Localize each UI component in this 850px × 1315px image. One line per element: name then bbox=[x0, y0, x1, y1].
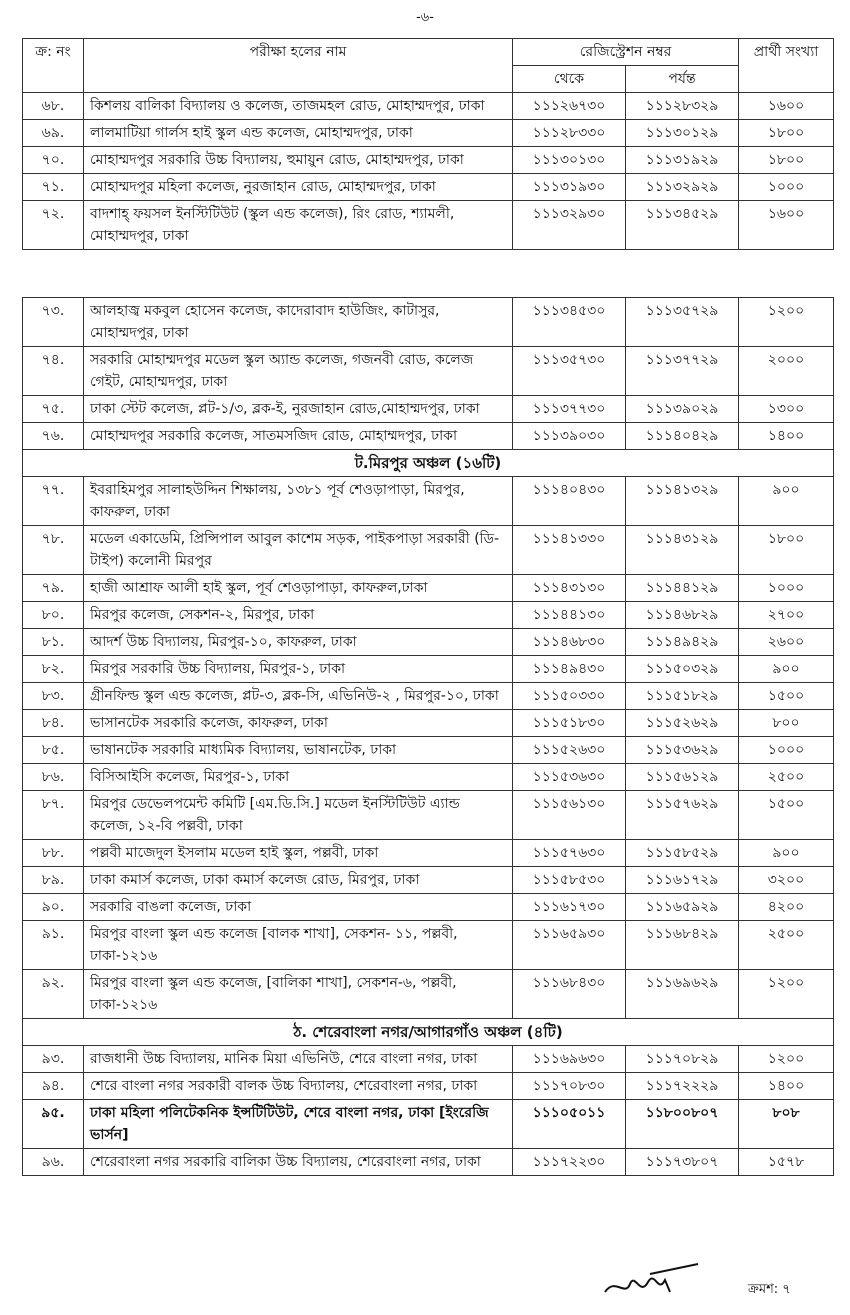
count-cell: ৩২০০ bbox=[739, 867, 834, 894]
reg-to-cell: ১১১৫১৮২৯ bbox=[626, 683, 739, 710]
serial-cell: ৯২. bbox=[23, 970, 84, 1019]
serial-cell: ৮১. bbox=[23, 629, 84, 656]
header-count: প্রার্থী সংখ্যা bbox=[739, 39, 834, 93]
reg-to-cell: ১১১৬১৭২৯ bbox=[626, 867, 739, 894]
serial-cell: ৭৩. bbox=[23, 298, 84, 347]
serial-cell: ৮৫. bbox=[23, 737, 84, 764]
table-row bbox=[23, 764, 834, 791]
count-cell: ১২০০ bbox=[739, 1046, 834, 1073]
reg-from-cell: ১১১২৮৩৩০ bbox=[513, 120, 626, 147]
table-row bbox=[23, 602, 834, 629]
count-cell: ৮০০ bbox=[739, 710, 834, 737]
table-row bbox=[23, 656, 834, 683]
serial-cell: ৭৫. bbox=[23, 396, 84, 423]
table-row bbox=[23, 683, 834, 710]
serial-cell: ৮৬. bbox=[23, 764, 84, 791]
reg-from-cell: ১১১৪৬৮৩০ bbox=[513, 629, 626, 656]
count-cell: ১২০০ bbox=[739, 298, 834, 347]
reg-from-cell: ১১১৫৬১৩০ bbox=[513, 791, 626, 840]
reg-to-cell: ১১১৪৯৪২৯ bbox=[626, 629, 739, 656]
hall-name-cell: মডেল একাডেমি, প্রিন্সিপাল আবুল কাশেম সড়ক, পাইকপাড়া সরকারী (ডি-টাইপ) কলোনী মিরপুর bbox=[84, 526, 513, 575]
table-row bbox=[23, 1100, 834, 1149]
count-cell: ২০০০ bbox=[739, 347, 834, 396]
reg-from-cell: ১১১৫০৩৩০ bbox=[513, 683, 626, 710]
reg-from-cell: ১১১৭০৮৩০ bbox=[513, 1073, 626, 1100]
hall-name-cell: মোহাম্মদপুর সরকারি কলেজ, সাতমসজিদ রোড, মোহাম্মদপুর, ঢাকা bbox=[84, 423, 513, 450]
reg-to-cell: ১১১৭০৮২৯ bbox=[626, 1046, 739, 1073]
count-cell: ১০০০ bbox=[739, 737, 834, 764]
table-row bbox=[23, 298, 834, 347]
reg-from-cell: ১১১৪৩১৩০ bbox=[513, 575, 626, 602]
hall-name-cell: মিরপুর ডেভেলপমেন্ট কমিটি [এম.ডি.সি.] মডেল ইনস্টিটিউট এ্যান্ড কলেজ, ১২-বি পল্লবী, ঢাকা bbox=[84, 791, 513, 840]
section-title: ঠ. শেরেবাংলা নগর/আগারগাঁও অঞ্চল (৪টি) bbox=[23, 1019, 834, 1046]
reg-to-cell: ১১১৪১৩২৯ bbox=[626, 477, 739, 526]
table-row bbox=[23, 1046, 834, 1073]
hall-name-cell: আলহাজ্ব মকবুল হোসেন কলেজ, কাদেরাবাদ হাউজিং, কাটাসুর, মোহাম্মদপুর, ঢাকা bbox=[84, 298, 513, 347]
hall-name-cell: শেরেবাংলা নগর সরকারি বালিকা উচ্চ বিদ্যালয়, শেরেবাংলা নগর, ঢাকা bbox=[84, 1149, 513, 1176]
reg-from-cell: ১১১৬১৭৩০ bbox=[513, 894, 626, 921]
hall-name-cell: লালমাটিয়া গার্লস হাই স্কুল এন্ড কলেজ, মোহাম্মদপুর, ঢাকা bbox=[84, 120, 513, 147]
hall-name-cell: মোহাম্মদপুর সরকারি উচ্চ বিদ্যালয়, হুমায়ুন রোড, মোহাম্মদপুর, ঢাকা bbox=[84, 147, 513, 174]
reg-from-cell: ১১১৩৭৭৩০ bbox=[513, 396, 626, 423]
reg-from-cell: ১১১৬৫৯৩০ bbox=[513, 921, 626, 970]
serial-cell: ৯৩. bbox=[23, 1046, 84, 1073]
reg-from-cell: ১১১৩২৯৩০ bbox=[513, 201, 626, 250]
table-row bbox=[23, 526, 834, 575]
table-row bbox=[23, 1149, 834, 1176]
reg-from-cell: ১১১০৫০১১ bbox=[513, 1100, 626, 1149]
hall-name-cell: ভাষানটেক সরকারি মাধ্যমিক বিদ্যালয়, ভাষানটেক, ঢাকা bbox=[84, 737, 513, 764]
count-cell: ১৫০০ bbox=[739, 791, 834, 840]
count-cell: ১২০০ bbox=[739, 970, 834, 1019]
reg-to-cell: ১১১৪০৪২৯ bbox=[626, 423, 739, 450]
header-hall-name: পরীক্ষা হলের নাম bbox=[84, 39, 513, 93]
table-row bbox=[23, 710, 834, 737]
hall-name-cell: আদর্শ উচ্চ বিদ্যালয়, মিরপুর-১০, কাফরুল, ঢাকা bbox=[84, 629, 513, 656]
serial-cell: ৯১. bbox=[23, 921, 84, 970]
hall-name-cell: রাজধানী উচ্চ বিদ্যালয়, মানিক মিয়া এভিনিউ, শেরে বাংলা নগর, ঢাকা bbox=[84, 1046, 513, 1073]
table-row bbox=[23, 347, 834, 396]
table-row bbox=[23, 174, 834, 201]
hall-name-cell: সরকারি বাঙলা কলেজ, ঢাকা bbox=[84, 894, 513, 921]
reg-from-cell: ১১১৩০১৩০ bbox=[513, 147, 626, 174]
hall-name-cell: গ্রীনফিল্ড স্কুল এন্ড কলেজ, প্লট-৩, ব্লক-সি, এভিনিউ-২ , মিরপুর-১০, ঢাকা bbox=[84, 683, 513, 710]
reg-from-cell: ১১১৬৯৬৩০ bbox=[513, 1046, 626, 1073]
hall-name-cell: সরকারি মোহাম্মদপুর মডেল স্কুল অ্যান্ড কলেজ, গজনবী রোড, কলেজ গেইট, মোহাম্মদপুর, ঢাকা bbox=[84, 347, 513, 396]
reg-to-cell: ১১১৩২৯২৯ bbox=[626, 174, 739, 201]
hall-name-cell: বাদশাহ্ ফয়সল ইনস্টিটিউট (স্কুল এন্ড কলেজ), রিং রোড, শ্যামলী, মোহাম্মদপুর, ঢাকা bbox=[84, 201, 513, 250]
count-cell: ১০০০ bbox=[739, 575, 834, 602]
serial-cell: ৭১. bbox=[23, 174, 84, 201]
hall-name-cell: বিসিআইসি কলেজ, মিরপুর-১, ঢাকা bbox=[84, 764, 513, 791]
table-row bbox=[23, 93, 834, 120]
hall-name-cell: মোহাম্মদপুর মহিলা কলেজ, নুরজাহান রোড, মোহাম্মদপুর, ঢাকা bbox=[84, 174, 513, 201]
reg-to-cell: ১১১৩৪৫২৯ bbox=[626, 201, 739, 250]
serial-cell: ৬৯. bbox=[23, 120, 84, 147]
table-row bbox=[23, 894, 834, 921]
table-row bbox=[23, 477, 834, 526]
reg-from-cell: ১১১৪৪১৩০ bbox=[513, 602, 626, 629]
reg-from-cell: ১১১৪৯৪৩০ bbox=[513, 656, 626, 683]
reg-from-cell: ১১১৫৩৬৩০ bbox=[513, 764, 626, 791]
reg-to-cell: ১১১৫২৬২৯ bbox=[626, 710, 739, 737]
reg-to-cell: ১১১৬৯৬২৯ bbox=[626, 970, 739, 1019]
hall-name-cell: মিরপুর বাংলা স্কুল এন্ড কলেজ [বালক শাখা], সেকশন- ১১, পল্লবী, ঢাকা-১২১৬ bbox=[84, 921, 513, 970]
reg-to-cell: ১১১৩০১২৯ bbox=[626, 120, 739, 147]
header-serial: ক্র: নং bbox=[23, 39, 84, 93]
page-number: -৬- bbox=[416, 10, 434, 25]
count-cell: ২৭০০ bbox=[739, 602, 834, 629]
hall-name-cell: ঢাকা স্টেট কলেজ, প্লট-১/৩, ব্লক-ই, নুরজাহান রোড,মোহাম্মদপুর, ঢাকা bbox=[84, 396, 513, 423]
table-row bbox=[23, 423, 834, 450]
reg-to-cell: ১১১৪৪১২৯ bbox=[626, 575, 739, 602]
serial-cell: ৯৫. bbox=[23, 1100, 84, 1149]
reg-to-cell: ১১১৬৮৪২৯ bbox=[626, 921, 739, 970]
serial-cell: ৭২. bbox=[23, 201, 84, 250]
reg-to-cell: ১১১৭৩৮০৭ bbox=[626, 1149, 739, 1176]
serial-cell: ৯৪. bbox=[23, 1073, 84, 1100]
count-cell: ১০০০ bbox=[739, 174, 834, 201]
hall-name-cell: ভাসানটেক সরকারি কলেজ, কাফরুল, ঢাকা bbox=[84, 710, 513, 737]
hall-name-cell: মিরপুর বাংলা স্কুল এন্ড কলেজ, [বালিকা শাখা], সেকশন-৬, পল্লবী, ঢাকা-১২১৬ bbox=[84, 970, 513, 1019]
reg-from-cell: ১১১৫২৬৩০ bbox=[513, 737, 626, 764]
reg-to-cell: ১১১৩১৯২৯ bbox=[626, 147, 739, 174]
reg-to-cell: ১১১৩৫৭২৯ bbox=[626, 298, 739, 347]
reg-to-cell: ১১১৩৭৭২৯ bbox=[626, 347, 739, 396]
reg-to-cell: ১১১২৮৩২৯ bbox=[626, 93, 739, 120]
serial-cell: ৬৮. bbox=[23, 93, 84, 120]
serial-cell: ৮০. bbox=[23, 602, 84, 629]
count-cell: ১৫০০ bbox=[739, 683, 834, 710]
count-cell: ৯০০ bbox=[739, 656, 834, 683]
table-row bbox=[23, 629, 834, 656]
reg-to-cell: ১১১৭২২২৯ bbox=[626, 1073, 739, 1100]
reg-to-cell: ১১১৫৮৫২৯ bbox=[626, 840, 739, 867]
serial-cell: ৭৭. bbox=[23, 477, 84, 526]
reg-from-cell: ১১১৩৫৭৩০ bbox=[513, 347, 626, 396]
count-cell: ২৬০০ bbox=[739, 629, 834, 656]
count-cell: ২৫০০ bbox=[739, 921, 834, 970]
serial-cell: ৯০. bbox=[23, 894, 84, 921]
serial-cell: ৮৭. bbox=[23, 791, 84, 840]
serial-cell: ৮৯. bbox=[23, 867, 84, 894]
hall-name-cell: পল্লবী মাজেদুল ইসলাম মডেল হাই স্কুল, পল্লবী, ঢাকা bbox=[84, 840, 513, 867]
header-reg-no: রেজিস্ট্রেশন নম্বর bbox=[513, 39, 739, 66]
table-row bbox=[23, 867, 834, 894]
count-cell: ১৫৭৮ bbox=[739, 1149, 834, 1176]
section-row bbox=[23, 450, 834, 477]
count-cell: ১৬০০ bbox=[739, 201, 834, 250]
table-row bbox=[23, 120, 834, 147]
count-cell: ২৫০০ bbox=[739, 764, 834, 791]
serial-cell: ৭০. bbox=[23, 147, 84, 174]
reg-from-cell: ১১১৩১৯৩০ bbox=[513, 174, 626, 201]
table-row bbox=[23, 396, 834, 423]
header-from: থেকে bbox=[513, 66, 626, 93]
exam-hall-table-part1 bbox=[22, 38, 834, 250]
table-row bbox=[23, 575, 834, 602]
hall-name-cell: শেরে বাংলা নগর সরকারী বালক উচ্চ বিদ্যালয়, শেরেবাংলা নগর, ঢাকা bbox=[84, 1073, 513, 1100]
serial-cell: ৭৯. bbox=[23, 575, 84, 602]
serial-cell: ৮২. bbox=[23, 656, 84, 683]
signature bbox=[600, 1262, 700, 1302]
reg-from-cell: ১১১৪০৪৩০ bbox=[513, 477, 626, 526]
count-cell: ১৩০০ bbox=[739, 396, 834, 423]
serial-cell: ৭৬. bbox=[23, 423, 84, 450]
section-title: ট.মিরপুর অঞ্চল (১৬টি) bbox=[23, 450, 834, 477]
table-row bbox=[23, 147, 834, 174]
section-row bbox=[23, 1019, 834, 1046]
hall-name-cell: ঢাকা মহিলা পলিটেকনিক ইন্সটিটিউট, শেরে বাংলা নগর, ঢাকা [ইংরেজি ভার্সন] bbox=[84, 1100, 513, 1149]
count-cell: ৮০৮ bbox=[739, 1100, 834, 1149]
count-cell: ১৮০০ bbox=[739, 147, 834, 174]
reg-from-cell: ১১১৭২২৩০ bbox=[513, 1149, 626, 1176]
count-cell: ১৪০০ bbox=[739, 1073, 834, 1100]
serial-cell: ৭৮. bbox=[23, 526, 84, 575]
reg-to-cell: ১১১৬৫৯২৯ bbox=[626, 894, 739, 921]
reg-to-cell: ১১১৫৭৬২৯ bbox=[626, 791, 739, 840]
reg-from-cell: ১১১৪১৩৩০ bbox=[513, 526, 626, 575]
table-row bbox=[23, 921, 834, 970]
continued-label: ক্রমশ: ৭ bbox=[748, 1282, 791, 1297]
count-cell: ৯০০ bbox=[739, 477, 834, 526]
count-cell: ৯০০ bbox=[739, 840, 834, 867]
reg-to-cell: ১১১৫৬১২৯ bbox=[626, 764, 739, 791]
reg-from-cell: ১১১৫৭৬৩০ bbox=[513, 840, 626, 867]
table-row bbox=[23, 737, 834, 764]
reg-to-cell: ১১৮০০৮০৭ bbox=[626, 1100, 739, 1149]
table-row bbox=[23, 1073, 834, 1100]
count-cell: ১৮০০ bbox=[739, 526, 834, 575]
reg-to-cell: ১১১৪৩১২৯ bbox=[626, 526, 739, 575]
serial-cell: ৮৮. bbox=[23, 840, 84, 867]
serial-cell: ৮৩. bbox=[23, 683, 84, 710]
count-cell: ৪২০০ bbox=[739, 894, 834, 921]
table-row bbox=[23, 840, 834, 867]
reg-to-cell: ১১১৫০৩২৯ bbox=[626, 656, 739, 683]
reg-to-cell: ১১১৫৩৬২৯ bbox=[626, 737, 739, 764]
reg-from-cell: ১১১৫১৮৩০ bbox=[513, 710, 626, 737]
count-cell: ১৬০০ bbox=[739, 93, 834, 120]
exam-hall-table-part2 bbox=[22, 297, 834, 1176]
serial-cell: ৮৪. bbox=[23, 710, 84, 737]
count-cell: ১৮০০ bbox=[739, 120, 834, 147]
reg-from-cell: ১১১৫৮৫৩০ bbox=[513, 867, 626, 894]
table-row bbox=[23, 970, 834, 1019]
reg-from-cell: ১১১৩৪৫৩০ bbox=[513, 298, 626, 347]
reg-from-cell: ১১১৩৯০৩০ bbox=[513, 423, 626, 450]
serial-cell: ৯৬. bbox=[23, 1149, 84, 1176]
table-row bbox=[23, 791, 834, 840]
hall-name-cell: হাজী আশ্রাফ আলী হাই স্কুল, পূর্ব শেওড়াপাড়া, কাফরুল,ঢাকা bbox=[84, 575, 513, 602]
header-to: পর্যন্ত bbox=[626, 66, 739, 93]
count-cell: ১৪০০ bbox=[739, 423, 834, 450]
reg-to-cell: ১১১৩৯০২৯ bbox=[626, 396, 739, 423]
hall-name-cell: মিরপুর কলেজ, সেকশন-২, মিরপুর, ঢাকা bbox=[84, 602, 513, 629]
reg-to-cell: ১১১৪৬৮২৯ bbox=[626, 602, 739, 629]
hall-name-cell: ইবরাহিমপুর সালাহউদ্দিন শিক্ষালয়, ১৩৮১ পূর্ব শেওড়াপাড়া, মিরপুর, কাফরুল, ঢাকা bbox=[84, 477, 513, 526]
hall-name-cell: মিরপুর সরকারি উচ্চ বিদ্যালয়, মিরপুর-১, ঢাকা bbox=[84, 656, 513, 683]
table-row bbox=[23, 201, 834, 250]
reg-from-cell: ১১১২৬৭৩০ bbox=[513, 93, 626, 120]
reg-from-cell: ১১১৬৮৪৩০ bbox=[513, 970, 626, 1019]
hall-name-cell: কিশলয় বালিকা বিদ্যালয় ও কলেজ, তাজমহল রোড, মোহাম্মদপুর, ঢাকা bbox=[84, 93, 513, 120]
serial-cell: ৭৪. bbox=[23, 347, 84, 396]
hall-name-cell: ঢাকা কমার্স কলেজ, ঢাকা কমার্স কলেজ রোড, মিরপুর, ঢাকা bbox=[84, 867, 513, 894]
